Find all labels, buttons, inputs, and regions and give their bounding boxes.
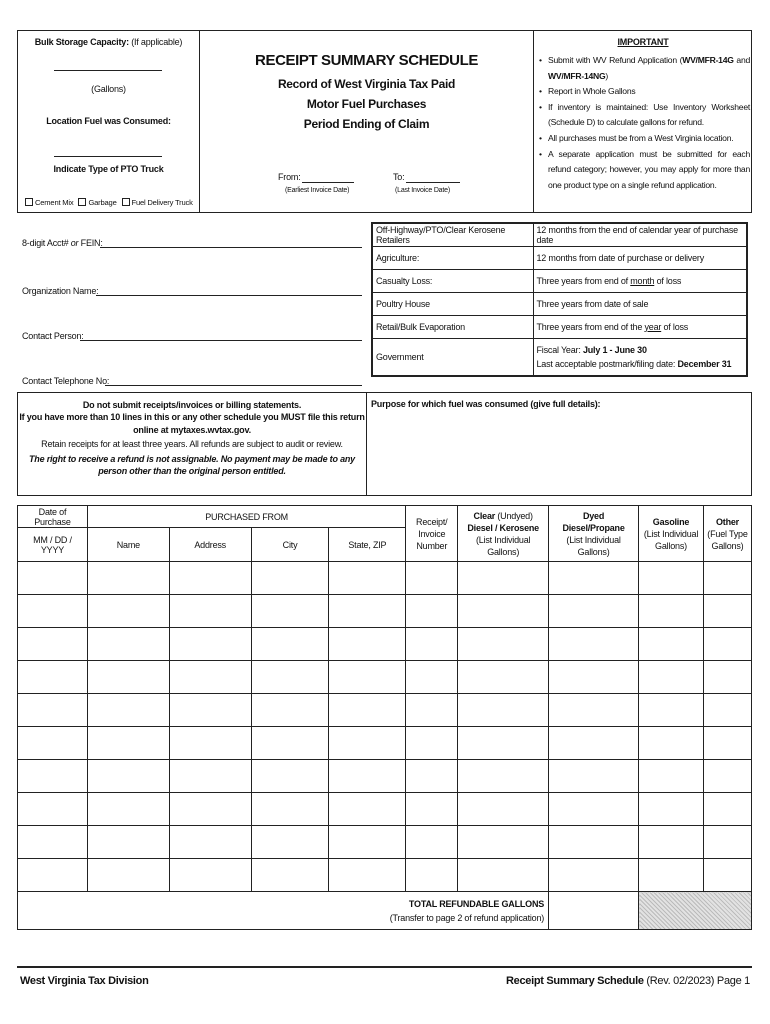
page-title: RECEIPT SUMMARY SCHEDULE xyxy=(255,52,478,69)
limit-row xyxy=(372,246,747,269)
other-cell[interactable] xyxy=(703,793,751,826)
limit-category: Off-Highway/PTO/Clear Kerosene Retailers xyxy=(372,223,533,246)
clear-diesel-cell[interactable] xyxy=(458,727,549,760)
limit-category: Retail/Bulk Evaporation xyxy=(372,315,533,338)
name-cell[interactable] xyxy=(87,859,169,892)
limit-category: Agriculture: xyxy=(372,246,533,269)
contact-label: Contact Person: xyxy=(22,331,84,341)
date-cell[interactable] xyxy=(18,760,88,793)
location-label: Location Fuel was Consumed: xyxy=(46,116,171,126)
important-item: • If inventory is maintained: Use Inventory Worksheet (Schedule D) to calculate gallons for refund. xyxy=(538,100,750,131)
state-zip-cell[interactable] xyxy=(329,595,406,628)
state-zip-cell[interactable] xyxy=(329,826,406,859)
gasoline-cell[interactable] xyxy=(639,628,704,661)
limit-row xyxy=(372,315,747,338)
other-cell[interactable] xyxy=(703,727,751,760)
receipt-cell[interactable] xyxy=(406,661,458,694)
clear-diesel-cell[interactable] xyxy=(458,694,549,727)
date-cell[interactable] xyxy=(18,694,88,727)
dyed-diesel-cell[interactable] xyxy=(549,859,639,892)
dyed-diesel-cell[interactable] xyxy=(549,793,639,826)
city-cell[interactable] xyxy=(251,595,329,628)
clear-diesel-cell[interactable] xyxy=(458,859,549,892)
address-cell[interactable] xyxy=(169,595,251,628)
receipt-cell[interactable] xyxy=(406,562,458,595)
other-cell[interactable] xyxy=(703,562,751,595)
clear-diesel-cell[interactable] xyxy=(458,562,549,595)
limit-period: Fiscal Year: July 1 - June 30 Last acceptable postmark/filing date: December 31 xyxy=(533,338,747,376)
receipt-cell[interactable] xyxy=(406,859,458,892)
subtitle-line: Motor Fuel Purchases xyxy=(306,97,427,111)
date-cell[interactable] xyxy=(18,628,88,661)
gasoline-cell[interactable] xyxy=(639,694,704,727)
other-cell[interactable] xyxy=(703,859,751,892)
pto-truck-label: Indicate Type of PTO Truck xyxy=(53,164,164,174)
pto-checkboxes xyxy=(25,198,199,207)
footer-left: West Virginia Tax Division xyxy=(20,975,149,987)
purpose-label: Purpose for which fuel was consumed (give full details): xyxy=(371,399,601,409)
notice-text xyxy=(18,399,366,477)
date-cell[interactable] xyxy=(18,661,88,694)
receipt-cell[interactable] xyxy=(406,826,458,859)
date-header: Date of Purchase xyxy=(18,506,88,528)
clear-diesel-cell[interactable] xyxy=(458,826,549,859)
date-format-header: MM / DD / YYYY xyxy=(18,528,88,562)
dyed-diesel-cell[interactable] xyxy=(549,595,639,628)
date-cell[interactable] xyxy=(18,793,88,826)
city-cell[interactable] xyxy=(251,661,329,694)
table-row xyxy=(18,661,752,694)
checkbox-icon xyxy=(78,198,86,206)
state-zip-cell[interactable] xyxy=(329,859,406,892)
checkbox-icon xyxy=(122,198,130,206)
gasoline-cell[interactable] xyxy=(639,595,704,628)
gasoline-cell[interactable] xyxy=(639,760,704,793)
other-cell[interactable] xyxy=(703,694,751,727)
name-cell[interactable] xyxy=(87,628,169,661)
name-cell[interactable] xyxy=(87,826,169,859)
name-cell[interactable] xyxy=(87,595,169,628)
table-row xyxy=(18,694,752,727)
location-line[interactable] xyxy=(54,156,162,157)
important-heading: IMPORTANT xyxy=(617,37,669,47)
table-row xyxy=(18,595,752,628)
bulk-gallons-line[interactable] xyxy=(54,70,162,71)
state-zip-cell[interactable] xyxy=(329,793,406,826)
dyed-diesel-cell[interactable] xyxy=(549,760,639,793)
name-cell[interactable] xyxy=(87,793,169,826)
dyed-diesel-cell[interactable] xyxy=(549,661,639,694)
subtitle-line: Record of West Virginia Tax Paid xyxy=(277,77,456,91)
name-cell[interactable] xyxy=(87,694,169,727)
address-cell[interactable] xyxy=(169,661,251,694)
org-input-line[interactable] xyxy=(96,295,362,296)
phone-label: Contact Telephone No: xyxy=(22,376,110,386)
limit-category: Poultry House xyxy=(372,292,533,315)
to-date-line[interactable] xyxy=(406,182,460,183)
header-divider-right xyxy=(533,30,534,213)
gasoline-cell[interactable] xyxy=(639,562,704,595)
other-cell[interactable] xyxy=(703,595,751,628)
limit-category: Casualty Loss: xyxy=(372,269,533,292)
city-cell[interactable] xyxy=(251,694,329,727)
fuel-delivery-checkbox[interactable]: Fuel Delivery Truck xyxy=(122,198,193,207)
important-item: • All purchases must be from a West Virginia location. xyxy=(538,131,750,147)
table-row xyxy=(18,793,752,826)
gallons-caption: (Gallons) xyxy=(91,84,126,94)
purpose-input[interactable] xyxy=(371,412,749,492)
org-label: Organization Name: xyxy=(22,286,99,296)
footer-rule xyxy=(17,966,752,968)
important-item: • Submit with WV Refund Application (WV/MFR-14G and WV/MFR-14NG) xyxy=(538,53,750,84)
notice-line: The right to receive a refund is not assignable. No payment may be made to any person other than the original person entitled. xyxy=(29,453,355,477)
from-caption: (Earliest Invoice Date) xyxy=(285,187,350,194)
receipt-cell[interactable] xyxy=(406,727,458,760)
total-hatched-cell xyxy=(639,892,752,930)
other-cell[interactable] xyxy=(703,826,751,859)
clear-diesel-header: Clear (Undyed) Diesel / Kerosene (List Individual Gallons) xyxy=(458,506,549,562)
city-cell[interactable] xyxy=(251,562,329,595)
from-label: From: xyxy=(278,172,301,182)
gasoline-cell[interactable] xyxy=(639,859,704,892)
footer-right: Receipt Summary Schedule (Rev. 02/2023) Page 1 xyxy=(505,975,750,987)
address-cell[interactable] xyxy=(169,859,251,892)
state-zip-cell[interactable] xyxy=(329,661,406,694)
address-cell[interactable] xyxy=(169,694,251,727)
limit-row xyxy=(372,223,747,246)
date-cell[interactable] xyxy=(18,859,88,892)
purchase-table xyxy=(17,505,752,930)
limit-period: Three years from end of the year of loss xyxy=(533,315,747,338)
important-item: • A separate application must be submitted for each refund category; however, you may apply for more than one product type on a single refund application. xyxy=(538,147,750,194)
dyed-diesel-cell[interactable] xyxy=(549,562,639,595)
table-row xyxy=(18,727,752,760)
name-cell[interactable] xyxy=(87,760,169,793)
other-header: Other (Fuel Type Gallons) xyxy=(703,506,751,562)
city-cell[interactable] xyxy=(251,727,329,760)
gasoline-cell[interactable] xyxy=(639,661,704,694)
table-row xyxy=(18,562,752,595)
address-cell[interactable] xyxy=(169,727,251,760)
clear-diesel-cell[interactable] xyxy=(458,793,549,826)
notice-line: Do not submit receipts/invoices or billing statements. xyxy=(82,400,302,410)
limit-period: 12 months from the end of calendar year of purchase date xyxy=(533,223,747,246)
limit-period: Three years from end of month of loss xyxy=(533,269,747,292)
table-row xyxy=(18,760,752,793)
receipt-cell[interactable] xyxy=(406,628,458,661)
subtitle xyxy=(200,74,533,134)
city-cell[interactable] xyxy=(251,793,329,826)
notice-line: Retain receipts for at least three years. All refunds are subject to audit or review. xyxy=(41,439,343,450)
city-header: City xyxy=(251,528,329,562)
garbage-checkbox[interactable]: Garbage xyxy=(78,198,116,207)
contact-input-line[interactable] xyxy=(80,340,362,341)
notice-divider xyxy=(366,392,367,496)
table-header-row xyxy=(18,506,752,528)
other-cell[interactable] xyxy=(703,661,751,694)
dyed-diesel-cell[interactable] xyxy=(549,694,639,727)
receipt-cell[interactable] xyxy=(406,694,458,727)
address-cell[interactable] xyxy=(169,628,251,661)
state-zip-cell[interactable] xyxy=(329,727,406,760)
total-note: (Transfer to page 2 of refund application) xyxy=(389,912,545,923)
gasoline-cell[interactable] xyxy=(639,793,704,826)
date-cell[interactable] xyxy=(18,826,88,859)
total-gallons-input[interactable] xyxy=(549,892,639,930)
purchased-from-header: PURCHASED FROM xyxy=(87,506,405,528)
to-label: To: xyxy=(393,172,405,182)
limit-row xyxy=(372,338,747,376)
address-cell[interactable] xyxy=(169,826,251,859)
date-cell[interactable] xyxy=(18,727,88,760)
limit-period: 12 months from date of purchase or delivery xyxy=(533,246,747,269)
total-label: TOTAL REFUNDABLE GALLONS xyxy=(408,898,545,909)
checkbox-icon xyxy=(25,198,33,206)
limit-row xyxy=(372,292,747,315)
gasoline-header: Gasoline (List Individual Gallons) xyxy=(639,506,704,562)
limit-category: Government xyxy=(372,338,533,376)
important-list xyxy=(538,53,750,193)
state-zip-cell[interactable] xyxy=(329,562,406,595)
to-caption: (Last Invoice Date) xyxy=(395,187,450,194)
name-cell[interactable] xyxy=(87,727,169,760)
date-cell[interactable] xyxy=(18,562,88,595)
address-cell[interactable] xyxy=(169,760,251,793)
dyed-diesel-header: Dyed Diesel/Propane (List Individual Gallons) xyxy=(549,506,639,562)
name-header: Name xyxy=(87,528,169,562)
from-date-line[interactable] xyxy=(302,182,354,183)
state-zip-cell[interactable] xyxy=(329,760,406,793)
address-cell[interactable] xyxy=(169,793,251,826)
filing-limits-table xyxy=(371,222,748,377)
address-cell[interactable] xyxy=(169,562,251,595)
important-item: • Report in Whole Gallons xyxy=(538,84,750,100)
other-cell[interactable] xyxy=(703,628,751,661)
name-cell[interactable] xyxy=(87,562,169,595)
city-cell[interactable] xyxy=(251,628,329,661)
receipt-cell[interactable] xyxy=(406,760,458,793)
address-header: Address xyxy=(169,528,251,562)
acct-input-line[interactable] xyxy=(100,247,362,248)
table-row xyxy=(18,826,752,859)
dyed-diesel-cell[interactable] xyxy=(549,826,639,859)
bulk-storage-label: Bulk Storage Capacity: (If applicable) xyxy=(34,37,183,47)
clear-diesel-cell[interactable] xyxy=(458,661,549,694)
total-row xyxy=(18,892,752,930)
gasoline-cell[interactable] xyxy=(639,826,704,859)
other-cell[interactable] xyxy=(703,760,751,793)
total-label-cell xyxy=(18,892,549,930)
city-cell[interactable] xyxy=(251,826,329,859)
clear-diesel-cell[interactable] xyxy=(458,760,549,793)
phone-input-line[interactable] xyxy=(105,385,362,386)
subtitle-line: Period Ending of Claim xyxy=(303,117,430,131)
city-cell[interactable] xyxy=(251,760,329,793)
name-cell[interactable] xyxy=(87,661,169,694)
table-row xyxy=(18,859,752,892)
notice-line: If you have more than 10 lines in this or any other schedule you MUST file this return online at mytaxes.wvtax.gov. xyxy=(19,412,365,435)
state-zip-cell[interactable] xyxy=(329,628,406,661)
receipt-cell[interactable] xyxy=(406,595,458,628)
dyed-diesel-cell[interactable] xyxy=(549,727,639,760)
clear-diesel-cell[interactable] xyxy=(458,628,549,661)
acct-label: 8-digit Acct# or FEIN: xyxy=(22,238,103,248)
table-row xyxy=(18,628,752,661)
date-cell[interactable] xyxy=(18,595,88,628)
state-zip-cell[interactable] xyxy=(329,694,406,727)
cement-mix-checkbox[interactable]: Cement Mix xyxy=(25,198,74,207)
city-cell[interactable] xyxy=(251,859,329,892)
clear-diesel-cell[interactable] xyxy=(458,595,549,628)
gasoline-cell[interactable] xyxy=(639,727,704,760)
receipt-cell[interactable] xyxy=(406,793,458,826)
dyed-diesel-cell[interactable] xyxy=(549,628,639,661)
limit-row xyxy=(372,269,747,292)
state-zip-header: State, ZIP xyxy=(329,528,406,562)
receipt-header: Receipt/ Invoice Number xyxy=(406,506,458,562)
limit-period: Three years from date of sale xyxy=(533,292,747,315)
